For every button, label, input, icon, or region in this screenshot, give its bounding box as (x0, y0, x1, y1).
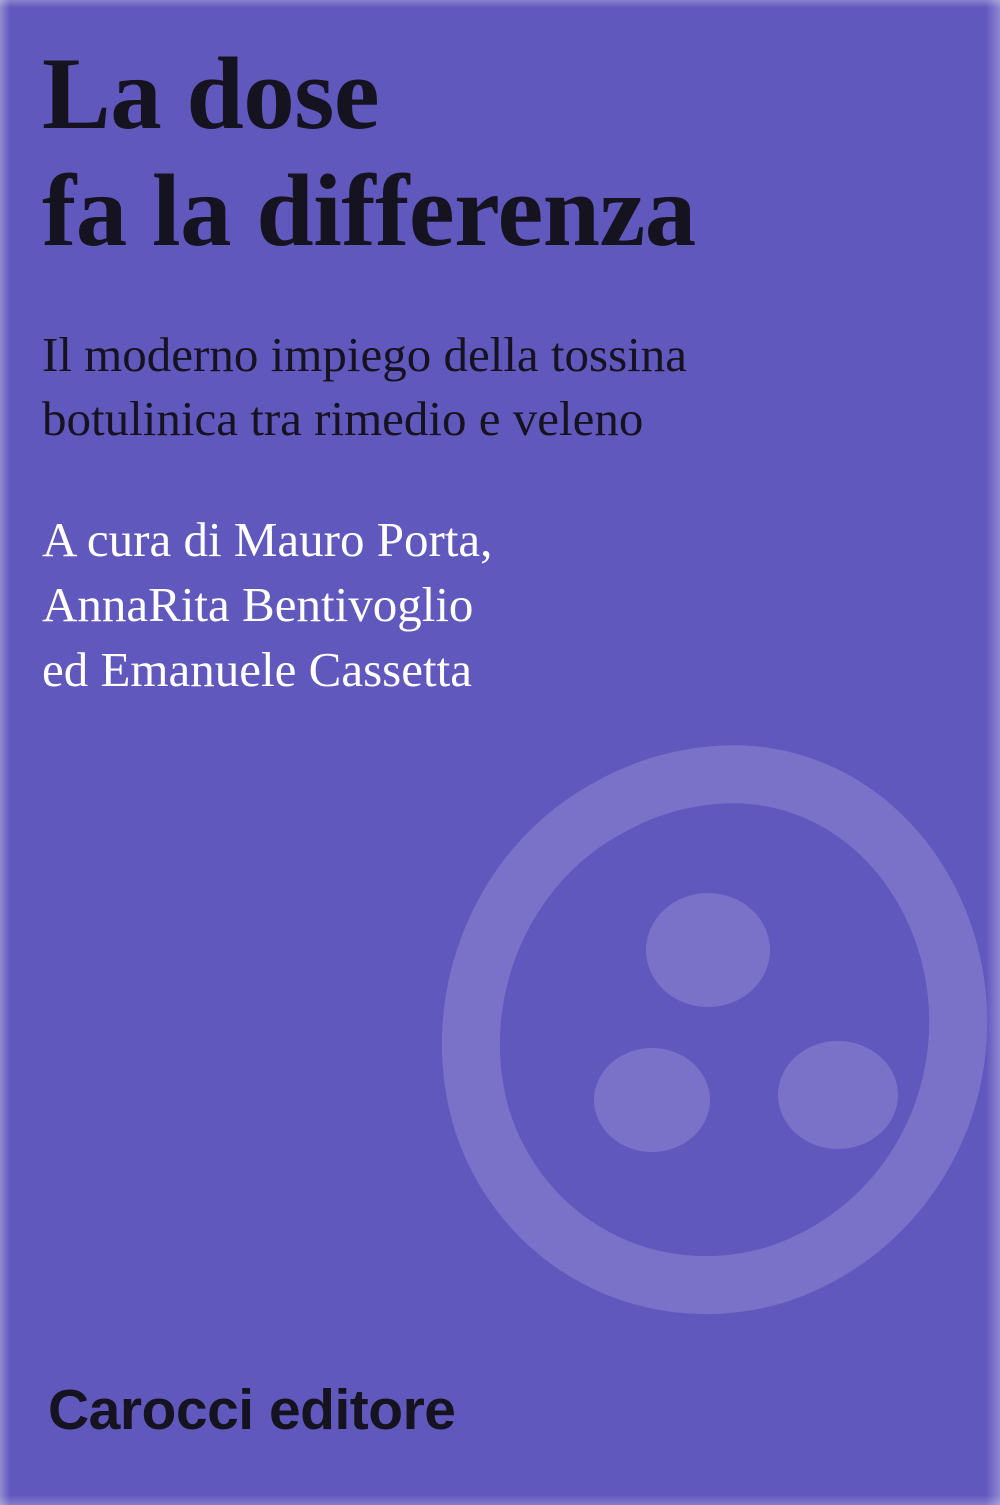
page-edge-bottom (0, 1495, 1000, 1505)
page-edge-left (0, 0, 10, 1505)
bacterium-colony-illustration (430, 735, 990, 1325)
title-line-1: La dose (42, 37, 380, 151)
subtitle-line-1: Il moderno impiego della tossina (42, 326, 688, 382)
book-subtitle (42, 323, 922, 450)
editors-line-1: A cura di Mauro Porta, (42, 512, 493, 568)
editors-line-2: AnnaRita Bentivoglio (42, 576, 474, 632)
publisher-name: Carocci editore (48, 1378, 456, 1442)
book-editors (42, 508, 922, 702)
editors-line-3: ed Emanuele Cassetta (42, 641, 472, 697)
subtitle-line-2: botulinica tra rimedio e veleno (42, 390, 644, 446)
page-edge-top (0, 0, 1000, 8)
page-edge-right (986, 0, 1000, 1505)
cover-text-block (42, 36, 922, 702)
title-line-2: fa la differenza (42, 154, 696, 269)
book-title (42, 36, 922, 271)
